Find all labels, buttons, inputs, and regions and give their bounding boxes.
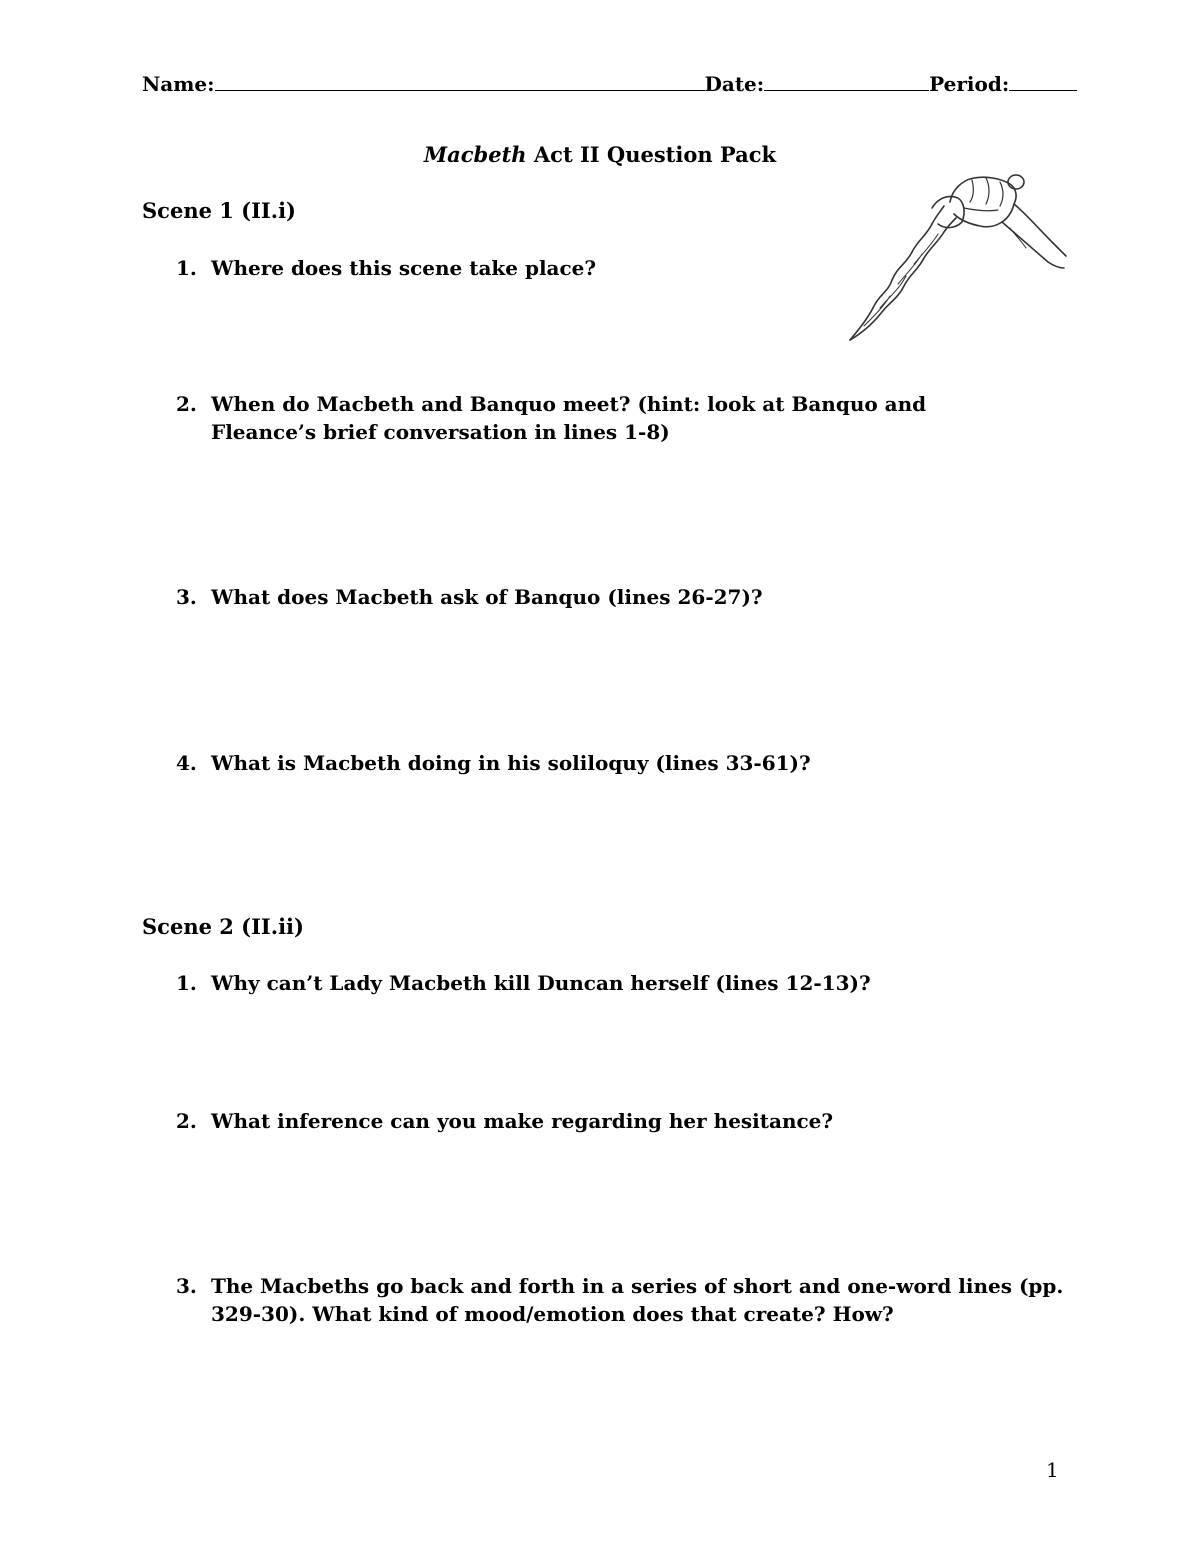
question-number: 1. [176,971,197,995]
scene-2-question-2 [176,1107,1076,1135]
page-title [0,142,1200,167]
date-blank[interactable] [764,72,929,91]
scene-1-question-1 [176,254,1076,282]
question-text: What does Macbeth ask of Banquo (lines 26-27)? [211,585,763,609]
question-text: What is Macbeth doing in his soliloquy (lines 33-61)? [211,751,811,775]
question-text: Where does this scene take place? [211,256,597,280]
question-number: 1. [176,256,197,280]
scene-2-heading: Scene 2 (II.ii) [142,914,304,939]
question-number: 2. [176,1109,197,1133]
question-text: The Macbeths go back and forth in a series of short and one-word lines (pp. 329-30). What kind of mood/emotion does that create? How? [211,1274,1064,1326]
question-number: 2. [176,392,197,416]
scene-1-question-2 [176,390,1016,446]
question-text: When do Macbeth and Banquo meet? (hint: look at Banquo and Fleance’s brief conversation in lines 1-8) [211,392,927,444]
scene-1-question-4 [176,749,1076,777]
question-number: 3. [176,585,197,609]
page-number: 1 [1046,1458,1059,1482]
date-label: Date: [704,72,765,96]
scene-1-question-3 [176,583,1076,611]
question-number: 3. [176,1274,197,1298]
scene-1-heading: Scene 1 (II.i) [142,198,296,223]
period-blank[interactable] [1009,72,1077,91]
header-fields [142,72,1062,104]
scene-2-question-3 [176,1272,1076,1328]
title-rest: Act II Question Pack [526,142,777,167]
question-text: What inference can you make regarding her hesitance? [211,1109,834,1133]
scene-2-question-1 [176,969,1076,997]
title-play-name: Macbeth [423,142,527,167]
period-label: Period: [929,72,1010,96]
question-number: 4. [176,751,197,775]
name-blank[interactable] [215,72,705,91]
name-label: Name: [142,72,215,96]
question-text: Why can’t Lady Macbeth kill Duncan herself (lines 12-13)? [211,971,871,995]
